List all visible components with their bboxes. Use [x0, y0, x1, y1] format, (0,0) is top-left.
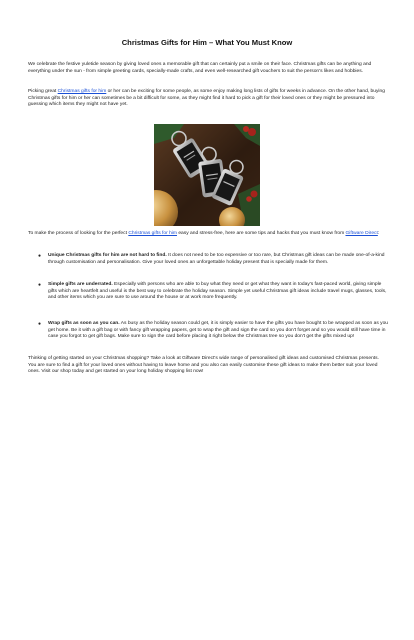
- tip-heading: Unique Christmas gifts for him are not hard to find.: [48, 253, 167, 258]
- tip-heading: Simple gifts are underrated.: [48, 282, 113, 287]
- giftware-direct-link[interactable]: Giftware Direct: [345, 231, 378, 236]
- picking-paragraph: [28, 89, 387, 109]
- keyring-gift-photo: [154, 124, 260, 226]
- keyring-photo-image: [154, 124, 260, 226]
- intro-paragraph: We celebrate the festive yuletide season by giving loved ones a memorable gift that can certainly put a smile on their face. Christmas gifts can be anything and everything under the sun - from simple greeting cards, specially-made crafts, and even well-researched gift vouchers to suit the person's likes and hobbies.: [28, 62, 372, 74]
- tip-text: It does not need to be too expensive or too rare, but Christmas gift ideas can be made one-of-a-kind through customisation and personalisation. Give your loved ones an unforgettable holiday present that is specially made for them.: [48, 253, 385, 265]
- tips-text-middle: easy and stress-free, here are some tips and hacks that you must know from: [176, 231, 346, 236]
- document-title: Christmas Gifts for Him – What You Must Know: [121, 38, 293, 47]
- tip-text: As busy as the holiday season could get, it is simply easier to have the gifts you have bought to be wrapped as soon as you get home. Be it with a gift bag or with fancy gift wrapping papers, get to wrap the gift and sign the card so you don't forget and so you would still have time in case you forgot to get gift bags. Make sure to sign the card before placing it right below the Christmas tree so you don't get the gifts mixed up!: [48, 321, 389, 340]
- picking-text-after: or her can be exciting for some people, as some enjoy making long lists of gifts for weeks in advance. On the other hand, buying Christmas gifts for him or her can sometimes be a bit difficult for some, as they might find it hard to pick a gift for their loved ones or they might be pressured into guessing which items they might not have yet.: [28, 89, 385, 108]
- tip-text: Especially with persons who are able to buy what they need or get what they want in today's fast-paced world, giving simple gifts which are heartfelt and useful is the best way to celebrate the holiday season. Simple yet useful Christmas gift ideas include travel mugs, glasses, tools, and other items which you are sure to use around the house or at work more frequently.: [48, 282, 387, 301]
- list-item: [28, 321, 388, 341]
- tips-text-before: To make the process of looking for the perfect: [28, 231, 129, 236]
- tips-text-after: :: [377, 231, 380, 236]
- bullet-icon: ●: [38, 253, 42, 259]
- christmas-gifts-link-2[interactable]: Christmas gifts for him: [128, 231, 177, 236]
- christmas-gifts-link[interactable]: Christmas gifts for him: [57, 89, 107, 94]
- tips-intro-paragraph: [28, 231, 387, 238]
- closing-paragraph: Thinking of getting started on your Christmas shopping? Take a look at Giftware Direct's wide range of personalised gift ideas and customised Christmas presents. You are sure to find a gift for your loved ones without having to leave home and you also can easily customise these gift ideas to make them better suit your loved ones. Visit our shop today and get started on your long holiday shopping list now!: [28, 356, 379, 375]
- tips-list: [28, 253, 388, 341]
- bullet-icon: ●: [38, 282, 42, 288]
- bullet-icon: ●: [38, 321, 42, 327]
- tip-heading: Wrap gifts as soon as you can.: [48, 321, 120, 326]
- picking-text-before: Picking great: [28, 89, 58, 94]
- list-item: [28, 253, 388, 281]
- list-item: [28, 282, 388, 319]
